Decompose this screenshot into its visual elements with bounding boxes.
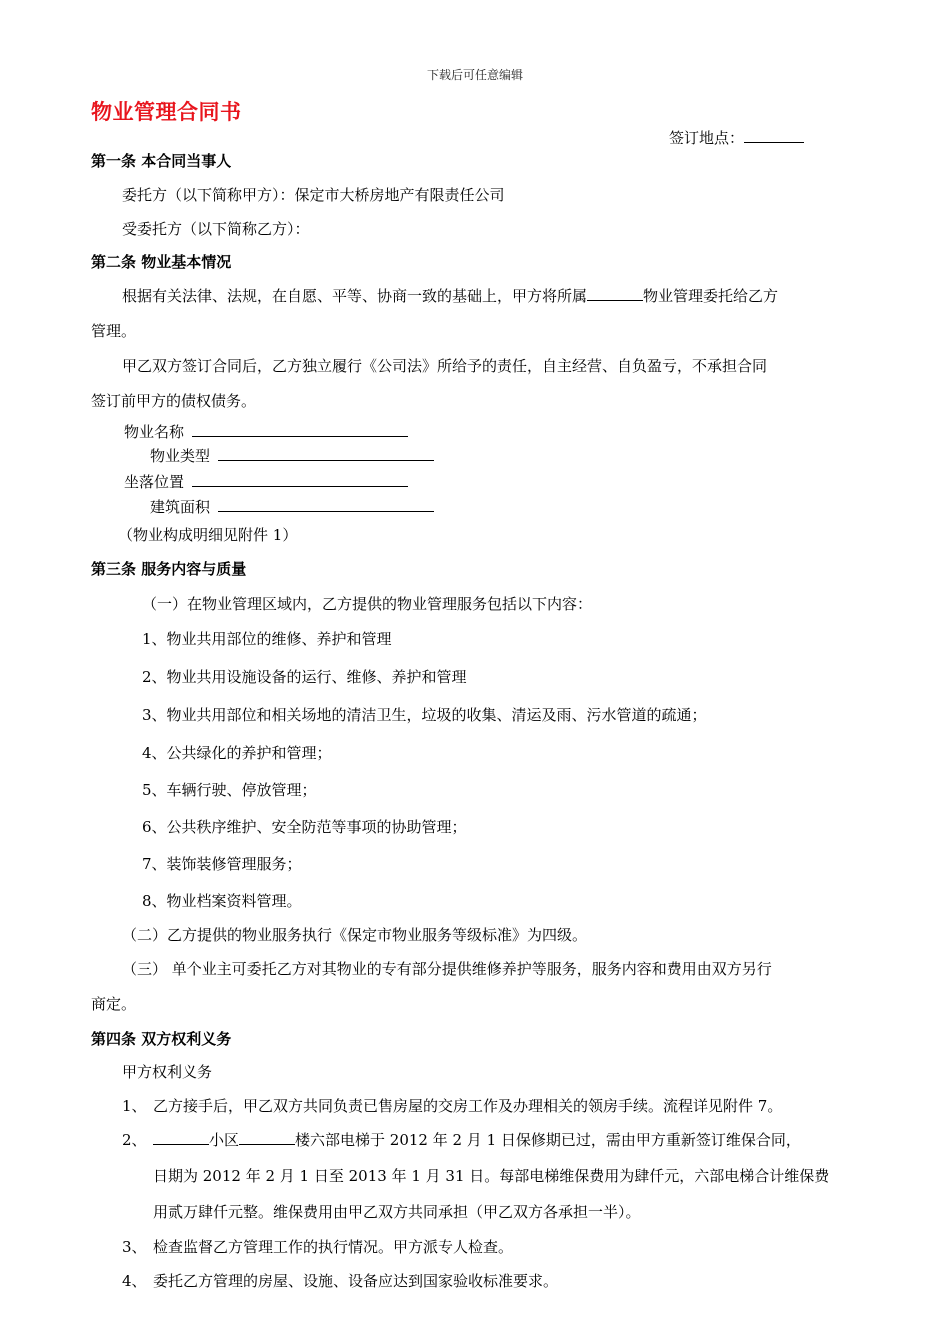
para-1-text-b: 物业管理委托给乙方 [643, 287, 779, 305]
item-2-text-a: 小区 [209, 1131, 240, 1149]
field-blank [192, 473, 408, 487]
item-number: 1、 [122, 1097, 147, 1115]
service-item: 8、物业档案资料管理。 [142, 892, 302, 910]
document-title: 物业管理合同书 [91, 99, 242, 124]
article-2-para-1 [122, 285, 778, 306]
rights-item-2-cont: 用贰万肆仟元整。维保费用由甲乙双方共同承担（甲乙双方各承担一半）。 [153, 1203, 641, 1221]
article-3-heading: 第三条 服务内容与质量 [91, 560, 247, 578]
article-2-para-1-cont: 管理。 [91, 322, 137, 340]
para-1-text-a: 根据有关法律、法规，在自愿、平等、协商一致的基础上，甲方将所属 [122, 287, 588, 305]
article-2-heading: 第二条 物业基本情况 [91, 253, 232, 271]
rights-item-3-number: 3、 [122, 1238, 147, 1256]
page-header-note: 下载后可任意编辑 [426, 68, 523, 82]
article-4-heading: 第四条 双方权利义务 [91, 1030, 232, 1048]
item-2-text-b: 楼六部电梯于 2012 年 2 月 1 日保修期已过，需由甲方重新签订维保合同， [295, 1131, 801, 1149]
rights-item-1 [122, 1095, 147, 1116]
field-label: 物业名称 [124, 423, 185, 441]
article-2-para-2: 甲乙双方签订合同后，乙方独立履行《公司法》所给予的责任，自主经营、自负盈亏，不承担合同 [122, 357, 768, 375]
field-location [124, 471, 408, 492]
article-1-heading: 第一条 本合同当事人 [91, 152, 232, 170]
party-a-rights-heading: 甲方权利义务 [122, 1063, 213, 1081]
field-label: 坐落位置 [124, 473, 185, 491]
rights-item-2 [153, 1129, 801, 1150]
field-building-area [150, 496, 434, 517]
field-property-type [150, 445, 434, 466]
sign-place-blank [744, 128, 804, 143]
field-blank [218, 498, 434, 512]
field-label: 建筑面积 [150, 498, 211, 516]
party-a: 委托方（以下简称甲方）：保定市大桥房地产有限责任公司 [122, 186, 505, 204]
building-blank [239, 1130, 295, 1145]
field-label: 物业类型 [150, 447, 211, 465]
rights-item-2-number: 2、 [122, 1131, 147, 1149]
article-2-para-2-cont: 签订前甲方的债权债务。 [91, 392, 257, 410]
service-item: 6、公共秩序维护、安全防范等事项的协助管理； [142, 818, 467, 836]
field-blank [192, 423, 408, 437]
service-item: 3、物业共用部位和相关场地的清洁卫生，垃圾的收集、清运及雨、污水管道的疏通； [142, 706, 707, 724]
rights-item-2-cont: 日期为 2012 年 2 月 1 日至 2013 年 1 月 31 日。每部电梯维保费用为肆仟元，六部电梯合计维保费 [153, 1167, 830, 1185]
service-item: 2、物业共用设施设备的运行、维修、养护和管理 [142, 668, 467, 686]
article-3-sub-1: （一）在物业管理区域内，乙方提供的物业管理服务包括以下内容： [142, 595, 593, 613]
property-note: （物业构成明细见附件 1） [118, 526, 298, 544]
service-item: 5、车辆行驶、停放管理； [142, 781, 317, 799]
service-item: 7、装饰装修管理服务； [142, 855, 302, 873]
property-blank [587, 286, 643, 301]
field-blank [218, 447, 434, 461]
service-item: 4、公共绿化的养护和管理； [142, 744, 332, 762]
article-3-sub-3-cont: 商定。 [91, 995, 137, 1013]
service-item: 1、物业共用部位的维修、养护和管理 [142, 630, 392, 648]
rights-item-1-text: 乙方接手后，甲乙双方共同负责已售房屋的交房工作及办理相关的领房手续。流程详见附件 7。 [153, 1097, 783, 1115]
article-3-sub-3: （三） 单个业主可委托乙方对其物业的专有部分提供维修养护等服务，服务内容和费用由双方另行 [122, 960, 772, 978]
sign-place [669, 127, 804, 148]
community-blank [153, 1130, 209, 1145]
field-property-name [124, 421, 408, 442]
rights-item-4-number: 4、 [122, 1272, 147, 1290]
party-b: 受委托方（以下简称乙方）： [122, 220, 310, 238]
rights-item-4: 委托乙方管理的房屋、设施、设备应达到国家验收标准要求。 [153, 1272, 559, 1290]
rights-item-3: 检查监督乙方管理工作的执行情况。甲方派专人检查。 [153, 1238, 514, 1256]
article-3-sub-2: （二）乙方提供的物业服务执行《保定市物业服务等级标准》为四级。 [122, 926, 588, 944]
sign-place-label: 签订地点： [669, 129, 745, 147]
